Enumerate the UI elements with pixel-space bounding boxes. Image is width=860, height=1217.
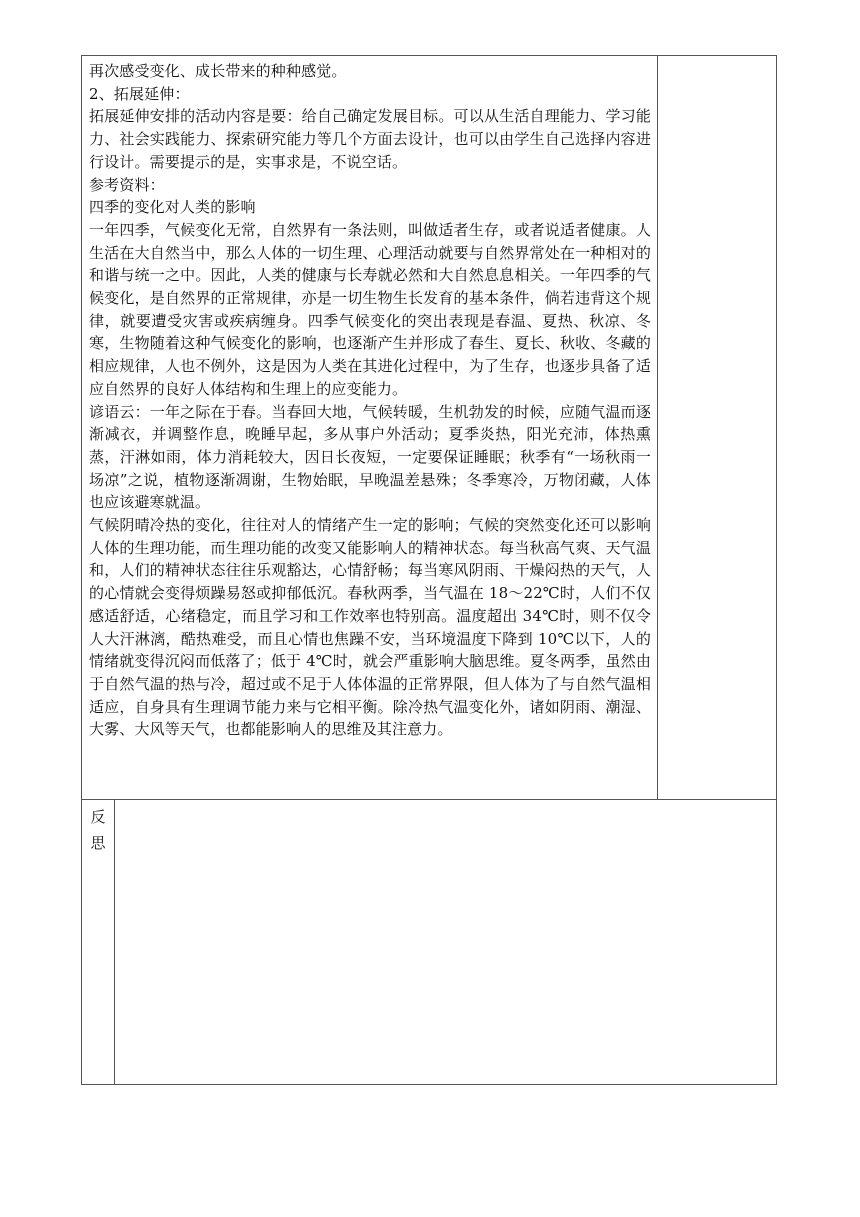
notes-cell xyxy=(658,56,776,799)
paragraph-weather-mood: 气候阴晴冷热的变化，往往对人的情绪产生一定的影响；气候的突然变化还可以影响人体的生理功能，而生理功能的改变又能影响人的精神状态。每当秋高气爽、天气温和，人们的精神状态往往乐观豁达，心情舒畅；每当寒风阴雨、干燥闷热的天气，人的心情就会变得烦躁易怒或抑郁低沉。春秋两季，当气温在 18～22℃时，人们不仅感适舒适，心绪稳定，而且学习和工作效率也特别高。温度超出 34℃时，则不仅令人大汗淋漓，酷热难受，而且心情也焦躁不安，当环境温度下降到 10℃以下，人的情绪就变得沉闷而低落了；低于 4℃时，就会严重影响大脑思维。夏冬两季，虽然由于自然气温的热与冷，超过或不足于人体体温的正常界限，但人体为了与自然气温相适应，自身具有生理调节能力来与它相平衡。除冷热气温变化外，诸如阴雨、潮湿、大雾、大风等天气，也都能影响人的思维及其注意力。 xyxy=(89,516,651,739)
reflection-cell xyxy=(115,800,776,1084)
reflection-label-cell xyxy=(82,800,115,1084)
paragraph-extension: 拓展延伸安排的活动内容是要：给自己确定发展目标。可以从生活自理能力、学习能力、社会实践能力、探索研究能力等几个方面去设计，也可以由学生自己选择内容进行设计。需要提示的是，实事求是，不说空话。 xyxy=(89,107,651,171)
lesson-table xyxy=(81,55,777,1085)
reference-heading: 参考资料： xyxy=(89,175,165,194)
reflection-label-char-2: 思 xyxy=(90,834,106,852)
paragraph-proverb: 谚语云：一年之际在于春。当春回大地，气候转暖，生机勃发的时候，应随气温而逐渐减衣，并调整作息，晚睡早起，多从事户外活动；夏季炎热，阳光充沛，体热熏蒸，汗淋如雨，体力消耗较大，因日长夜短，一定要保证睡眠；秋季有“一场秋雨一场凉”之说，植物逐渐凋谢，生物始眠，早晚温差悬殊；冬季寒冷，万物闭藏，人体也应该避寒就温。 xyxy=(89,402,651,512)
paragraph-intro: 再次感受变化、成长带来的种种感觉。 xyxy=(89,62,347,80)
section-heading-extension: 2、拓展延伸： xyxy=(89,84,190,103)
paragraph-seasons: 一年四季，气候变化无常，自然界有一条法则，叫做适者生存，或者说适者健康。人生活在大自然当中，那么人体的一切生理、心理活动就要与自然界常处在一种相对的和谐与统一之中。因此，人类的健康与长寿就必然和大自然息息相关。一年四季的气候变化，是自然界的正常规律，亦是一切生物生长发育的基本条件，倘若违背这个规律，就要遭受灾害或疾病缠身。四季气候变化的突出表现是春温、夏热、秋凉、冬寒，生物随着这种气候变化的影响，也逐渐产生并形成了春生、夏长、秋收、冬藏的相应规律，人也不例外，这是因为人类在其进化过程中，为了生存，也逐步具备了适应自然界的良好人体结构和生理上的应变能力。 xyxy=(89,220,651,398)
reflection-label-char-1: 反 xyxy=(90,808,106,826)
article-title: 四季的变化对人类的影响 xyxy=(89,198,256,217)
content-cell xyxy=(82,56,658,799)
